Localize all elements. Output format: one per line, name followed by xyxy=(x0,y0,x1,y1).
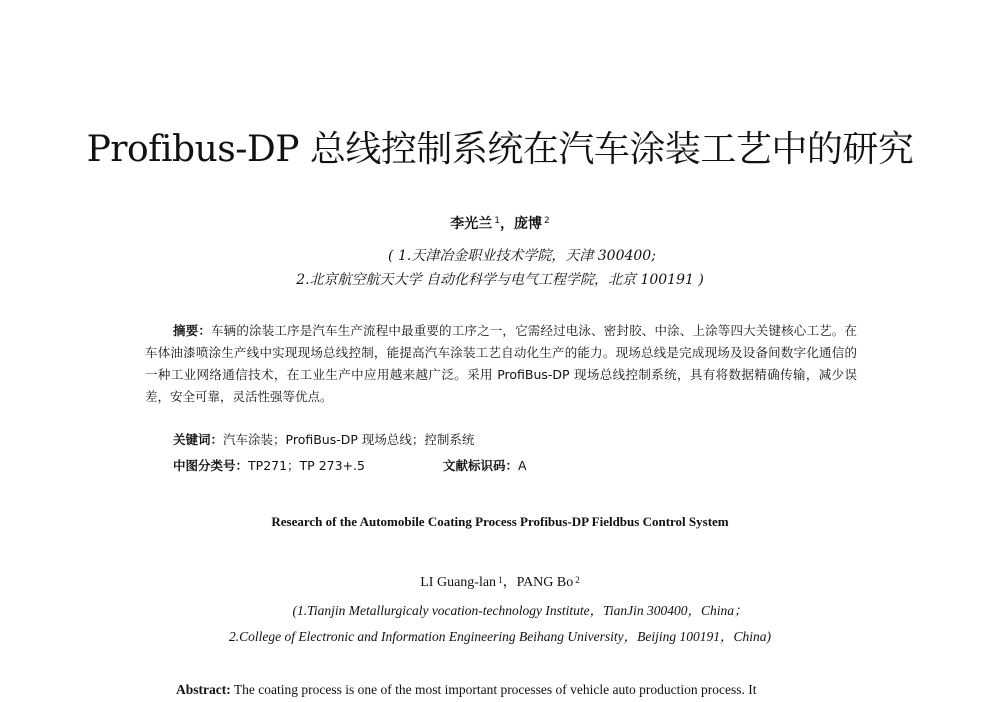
author-1-affil-mark-en: 1 xyxy=(498,575,503,585)
author-1-name: 李光兰 xyxy=(450,216,493,232)
clc-number-label: 中图分类号： xyxy=(173,458,249,473)
author-1-affil-mark: 1 xyxy=(494,216,500,226)
affiliation-en-2: 2.College of Electronic and Information Engineering Beihang University，Beijing 100191，China) xyxy=(228,629,772,644)
author-2-affil-mark: 2 xyxy=(544,216,550,226)
author-2-name-en: PANG Bo xyxy=(516,575,574,590)
paper-title-cn: Profibus-DP 总线控制系统在汽车涂装工艺中的研究 xyxy=(86,129,914,170)
abstract-cn-text: 车辆的涂装工序是汽车生产流程中最重要的工序之一，它需经过电泳、密封胶、中涂、上涂等四大关键核心工艺。在车体油漆喷涂生产线中实现现场总线控制，能提高汽车涂装工艺自动化生产的能力。现场总线是完成现场及设备间数字化通信的一种工业网络通信技术，在工业生产中应用越来越广泛。采用 ProfiBus-DP 现场总线控制系统，具有将数据精确传输，减少误差，安全可靠，灵活性强等优点。 xyxy=(145,323,857,404)
paper-title-en: Research of the Automobile Coating Process Profibus-DP Fieldbus Control System xyxy=(271,514,729,529)
authors-cn xyxy=(0,214,1000,234)
affiliation-cn-2: 2.北京航空航天大学 自动化科学与电气工程学院，北京 100191 ) xyxy=(296,272,704,288)
abstract-en-text: The coating process is one of the most important processes of vehicle auto production process. It xyxy=(233,682,757,697)
affiliation-en-1: (1.Tianjin Metallurgicaly vocation-technology Institute，TianJin 300400，China； xyxy=(292,603,748,618)
clc-number: TP271；TP 273+.5 xyxy=(248,458,365,473)
keywords-cn xyxy=(145,429,885,451)
abstract-en-label: Abstract: xyxy=(176,682,231,697)
author-separator-en: ， xyxy=(502,575,517,590)
author-2-name: 庞博 xyxy=(514,216,542,232)
document-code-label: 文献标识码： xyxy=(443,458,519,473)
abstract-cn xyxy=(145,320,857,408)
affiliation-cn-1: ( 1.天津冶金职业技术学院，天津 300400; xyxy=(388,248,656,264)
authors-en xyxy=(0,573,1000,593)
document-code-value: A xyxy=(518,458,527,473)
abstract-en xyxy=(176,680,876,700)
keywords-cn-text: 汽车涂装；ProfiBus-DP 现场总线；控制系统 xyxy=(223,432,475,447)
document-code xyxy=(443,455,527,477)
abstract-cn-label: 摘要： xyxy=(173,323,212,338)
author-2-affil-mark-en: 2 xyxy=(575,575,580,585)
classification-cn xyxy=(145,455,885,477)
author-separator: ， xyxy=(500,216,514,232)
author-1-name-en: LI Guang-lan xyxy=(420,575,497,590)
keywords-cn-label: 关键词： xyxy=(173,432,224,447)
